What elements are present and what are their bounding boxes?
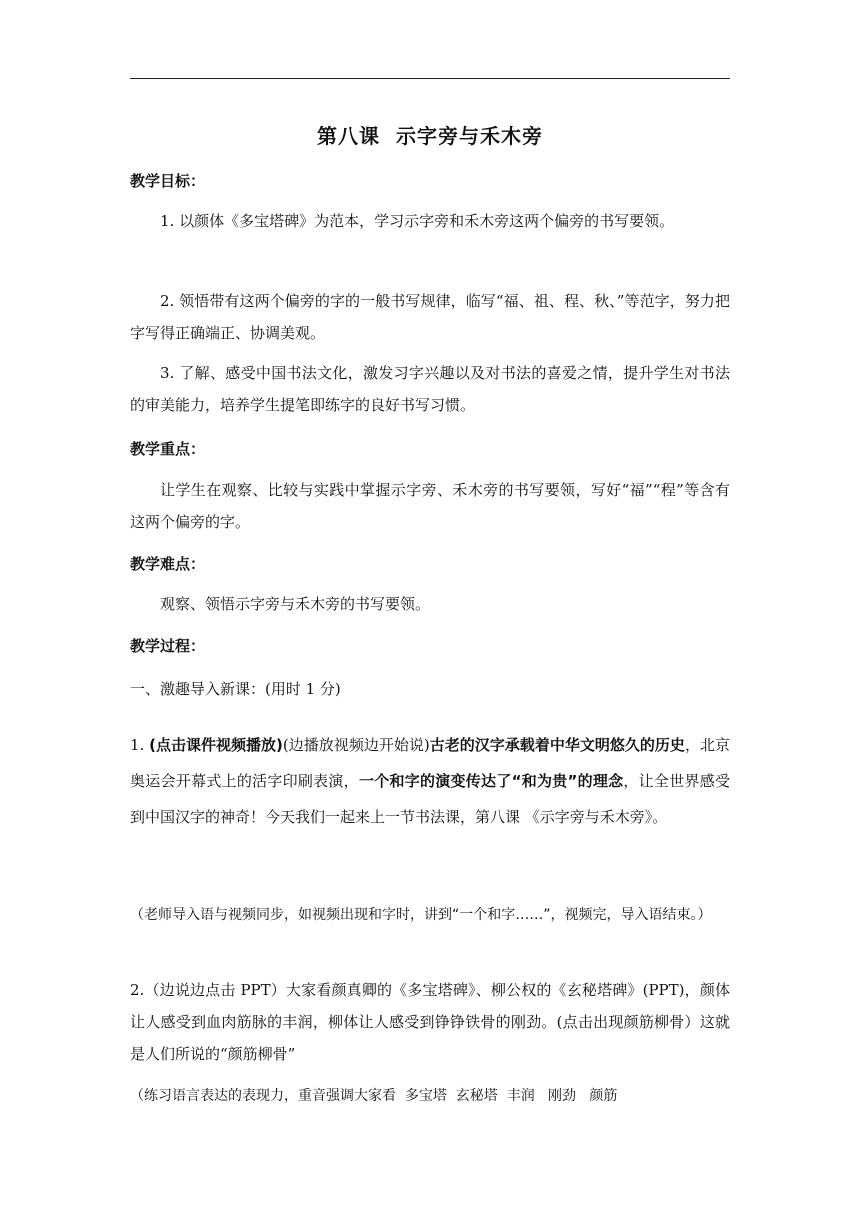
bold-text: 一个和字的演变传达了“和为贵”的理念 (358, 772, 624, 790)
difficulties-text: 观察、领悟示字旁与禾木旁的书写要领。 (160, 595, 431, 613)
header-rule (130, 78, 730, 79)
page-title: 第八课 示字旁与禾木旁 (317, 124, 543, 148)
process-heading: 教学过程： (130, 637, 206, 655)
difficulties-heading: 教学难点： (130, 555, 206, 573)
plain-text: ，北京奥运会开幕式上的活字印刷表演， (130, 736, 730, 790)
teacher-note: （练习语言表达的表现力，重音强调大家看 多宝塔 玄秘塔 丰润 刚劲 颜筋 (130, 1088, 618, 1104)
process-paragraph-1 (130, 727, 730, 835)
process-paragraph-2: 2.（边说边点击 PPT）大家看颜真卿的《多宝塔碑》、柳公权的《玄秘塔碑》(PPT)，颜体让人感受到血肉筋脉的丰润，柳体让人感受到铮铮铁骨的刚劲。(点击出现颜筋柳骨）这就是人们所说的“颜筋柳骨” (130, 981, 730, 1063)
plain-text: ，让全世界感受到中国汉字的神奇！今天我们一起来上一节书法课，第八课 《示字旁与禾木旁》。 (130, 772, 730, 826)
key-points-heading: 教学重点： (130, 440, 206, 458)
bold-text: (点击课件视频播放) (149, 736, 283, 754)
objective-item: 3. 了解、感受中国书法文化，激发习字兴趣以及对书法的喜爱之情，提升学生对书法的审美能力，培养学生提笔即练字的良好书写习惯。 (130, 364, 730, 414)
bold-text: 古老的汉字承载着中华文明悠久的历史 (429, 736, 685, 754)
item-number: 1. (130, 736, 150, 754)
section-heading: 一、激趣导入新课：(用时 1 分) (130, 680, 341, 698)
objectives-heading: 教学目标： (130, 172, 206, 190)
objective-item: 1. 以颜体《多宝塔碑》为范本，学习示字旁和禾木旁这两个偏旁的书写要领。 (160, 212, 675, 230)
key-points-text: 让学生在观察、比较与实践中掌握示字旁、禾木旁的书写要领，写好“福”“程”等含有这两个偏旁的字。 (130, 481, 730, 531)
objective-item: 2. 领悟带有这两个偏旁的字的一般书写规律，临写“福、祖、程、秋、”等范字，努力把字写得正确端正、协调美观。 (130, 292, 730, 342)
plain-text: (边播放视频边开始说) (282, 736, 430, 754)
teacher-note: （老师导入语与视频同步，如视频出现和字时，讲到“一个和字……”，视频完，导入语结束。） (130, 907, 712, 923)
